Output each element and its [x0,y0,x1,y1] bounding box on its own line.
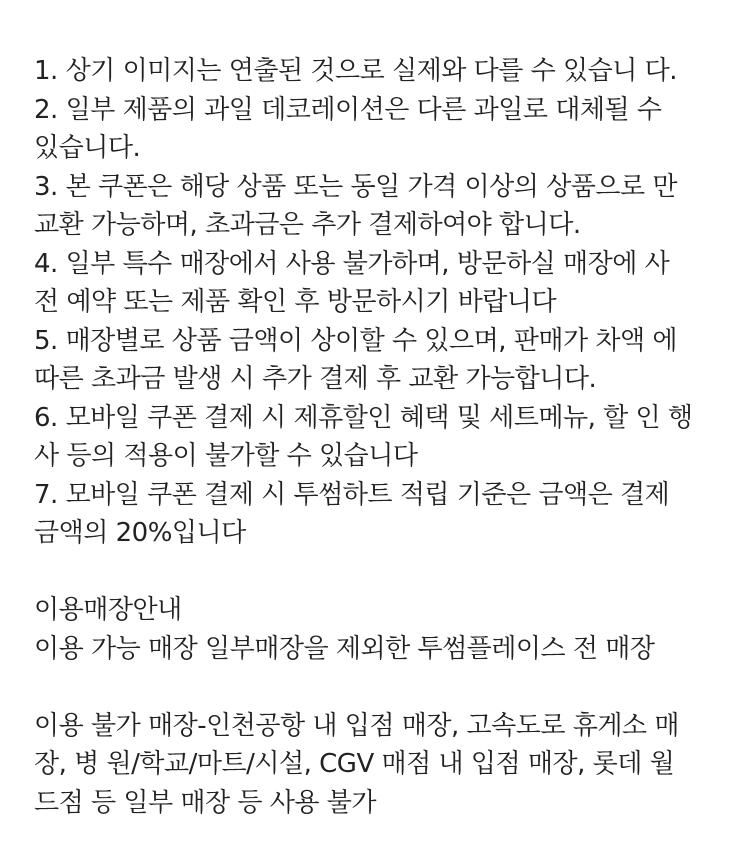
notice-line: 전 예약 또는 제품 확인 후 방문하시기 바랍니다 [34,287,557,317]
notice-line: 3. 본 쿠폰은 해당 상품 또는 동일 가격 이상의 상품으로 만 [34,171,678,202]
notice-item-4 [34,245,730,322]
notice-line: 5. 매장별로 상품 금액이 상이할 수 있으며, 판매가 차액 에 [34,325,678,356]
notice-line: 6. 모바일 쿠폰 결제 시 제휴할인 혜택 및 세트메뉴, 할 인 행 [34,402,693,433]
notice-line: 2. 일부 제품의 과일 데코레이션은 다른 과일로 대체될 수 [34,94,662,125]
notice-item-7 [34,476,730,553]
section-spacer [34,553,730,592]
notice-item-5 [34,322,730,399]
store-guide-section [34,591,730,822]
notice-item-6 [34,399,730,476]
unavailable-line: 이용 불가 매장-인천공항 내 입점 매장, 고속도로 휴게소 매 [34,710,679,741]
unavailable-stores-text [34,707,730,823]
notice-list [34,52,730,553]
notice-line: 4. 일부 특수 매장에서 사용 불가하며, 방문하실 매장에 사 [34,248,670,279]
store-guide-title: 이용매장안내 [34,595,182,625]
notice-line: 따른 초과금 발생 시 추가 결제 후 교환 가능합니다. [34,364,597,394]
notice-line: 금액의 20%입니다 [34,518,246,548]
notice-item-2 [34,91,730,168]
notice-line: 7. 모바일 쿠폰 결제 시 투썸하트 적립 기준은 금액은 결제 [34,479,670,510]
available-stores-text: 이용 가능 매장 일부매장을 제외한 투썸플레이스 전 매장 [34,633,655,664]
notice-line: 사 등의 적용이 불가할 수 있습니다 [34,441,418,471]
notice-item-1 [34,52,730,91]
unavailable-line: 장, 병 원/학교/마트/시설, CGV 매점 내 입점 매장, 롯데 월 [34,749,675,779]
notice-line: 1. 상기 이미지는 연출된 것으로 실제와 다를 수 있습니 다. [34,56,678,86]
notice-line: 교환 가능하며, 초과금은 추가 결제하여야 합니다. [34,210,581,240]
section-spacer [34,668,730,707]
notice-item-3 [34,168,730,245]
unavailable-line: 드점 등 일부 매장 등 사용 불가 [34,787,376,818]
notice-line: 있습니다. [34,133,141,163]
